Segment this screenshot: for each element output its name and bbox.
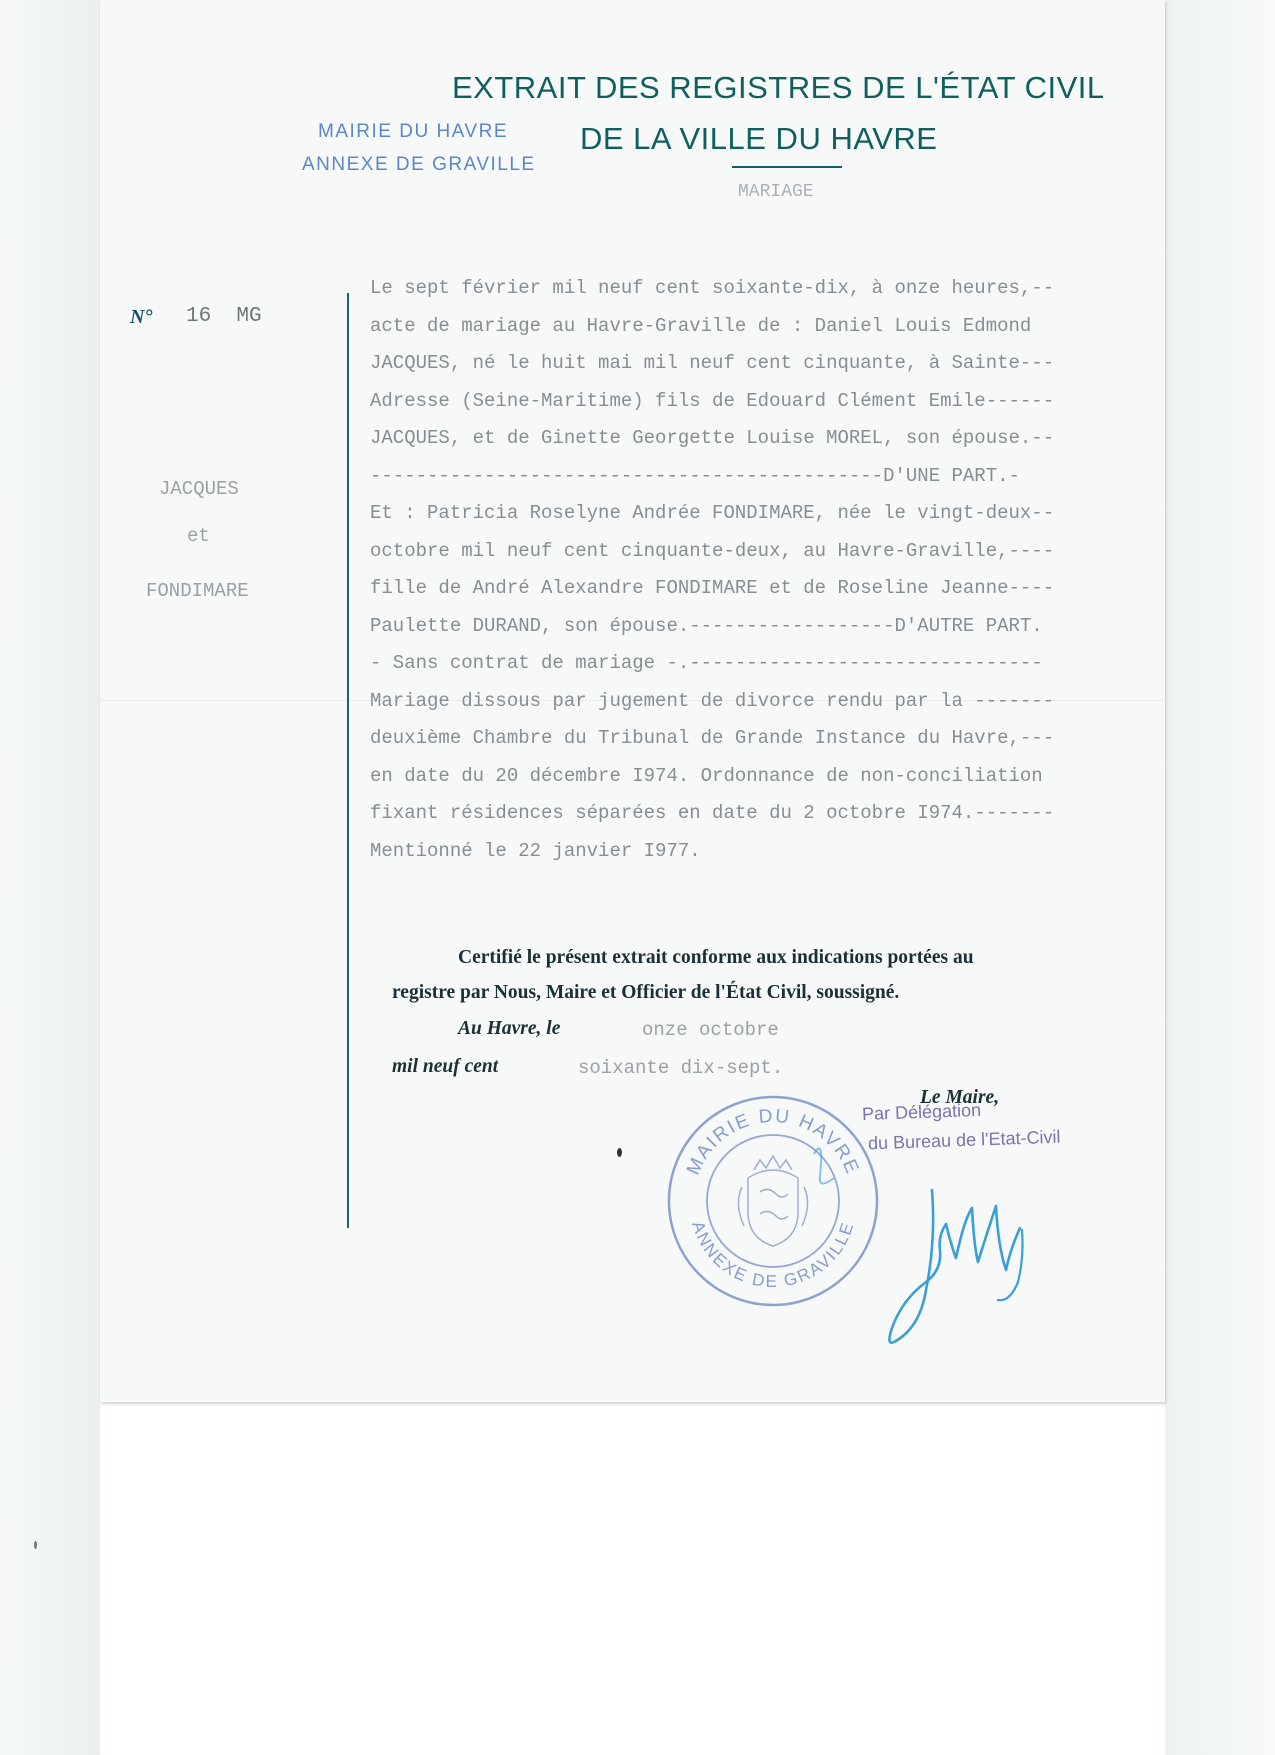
- body-line: fixant résidences séparées en date du 2 octobre I974.-------: [370, 802, 1055, 824]
- body-line: acte de mariage au Havre-Graville de : Daniel Louis Edmond: [370, 314, 1032, 337]
- body-line: Paulette DURAND, son épouse.------------------D'AUTRE PART.: [370, 614, 1043, 637]
- acte-body: [370, 270, 1170, 870]
- place-date-value: onze octobre: [642, 1019, 779, 1041]
- delegation-stamp-line2: du Bureau de l'Etat-Civil: [867, 1126, 1061, 1154]
- year-value: soixante dix-sept.: [578, 1057, 784, 1079]
- body-line: JACQUES, né le huit mai mil neuf cent cinquante, à Sainte---: [370, 352, 1055, 374]
- certification-line1: Certifié le présent extrait conforme aux indications portées au: [458, 947, 974, 968]
- year-label: mil neuf cent: [392, 1056, 499, 1077]
- body-line: fille de André Alexandre FONDIMARE et de Roseline Jeanne----: [370, 577, 1055, 599]
- ink-speck: [34, 1541, 37, 1549]
- seal-bottom-text: ANNEXE DE GRAVILLE: [688, 1218, 858, 1292]
- scan-background-left: [0, 0, 100, 1755]
- margin-rule: [347, 293, 349, 1228]
- margin-name-spouse2: FONDIMARE: [146, 580, 249, 602]
- register-number-label: N°: [130, 306, 153, 328]
- place-label: Au Havre, le: [458, 1018, 561, 1039]
- margin-name-spouse1: JACQUES: [159, 478, 239, 500]
- coat-of-arms-icon: [738, 1156, 807, 1246]
- document-title: EXTRAIT DES REGISTRES DE L'ÉTAT CIVIL: [452, 70, 1105, 105]
- body-line: Mariage dissous par jugement de divorce rendu par la -------: [370, 689, 1055, 712]
- signatory-label: Le Maire,: [920, 1087, 1000, 1108]
- official-seal: [664, 1092, 882, 1310]
- body-line: Adresse (Seine-Maritime) fils de Edouard Clément Emile------: [370, 389, 1055, 412]
- body-line: Le sept février mil neuf cent soixante-dix, à onze heures,--: [370, 277, 1055, 299]
- body-line: Mentionné le 22 janvier I977.: [370, 839, 701, 862]
- acte-type: MARIAGE: [738, 182, 814, 202]
- seal-top-text: MAIRIE DU HAVRE: [682, 1105, 864, 1179]
- scan-background-right: [1165, 0, 1275, 1755]
- body-line: ---------------------------------------------D'UNE PART.-: [370, 464, 1020, 487]
- mayor-signature: [880, 1150, 1050, 1345]
- body-line: deuxième Chambre du Tribunal de Grande Instance du Havre,---: [370, 727, 1055, 749]
- ink-speck: [617, 1148, 622, 1157]
- body-line: Et : Patricia Roselyne Andrée FONDIMARE, née le vingt-deux--: [370, 502, 1055, 524]
- body-line: octobre mil neuf cent cinquante-deux, au Havre-Graville,----: [370, 539, 1055, 562]
- margin-conjunction: et: [187, 525, 210, 547]
- delegation-stamp-line1: Par Délégation: [861, 1099, 982, 1125]
- mairie-stamp-line1: MAIRIE DU HAVRE: [318, 121, 509, 142]
- body-line: JACQUES, et de Ginette Georgette Louise MOREL, son épouse.--: [370, 427, 1055, 449]
- title-underline: [732, 166, 842, 168]
- body-line: en date du 20 décembre I974. Ordonnance de non-conciliation: [370, 764, 1043, 787]
- register-number-value: 16 MG: [186, 305, 262, 328]
- body-line: - Sans contrat de mariage -.-------------------------------: [370, 652, 1043, 674]
- svg-text:MAIRIE DU HAVRE: [683, 1106, 863, 1179]
- certification-line2: registre par Nous, Maire et Officier de l'État Civil, soussigné.: [392, 982, 900, 1003]
- mairie-stamp-line2: ANNEXE DE GRAVILLE: [302, 154, 536, 175]
- document-subtitle: DE LA VILLE DU HAVRE: [580, 121, 938, 156]
